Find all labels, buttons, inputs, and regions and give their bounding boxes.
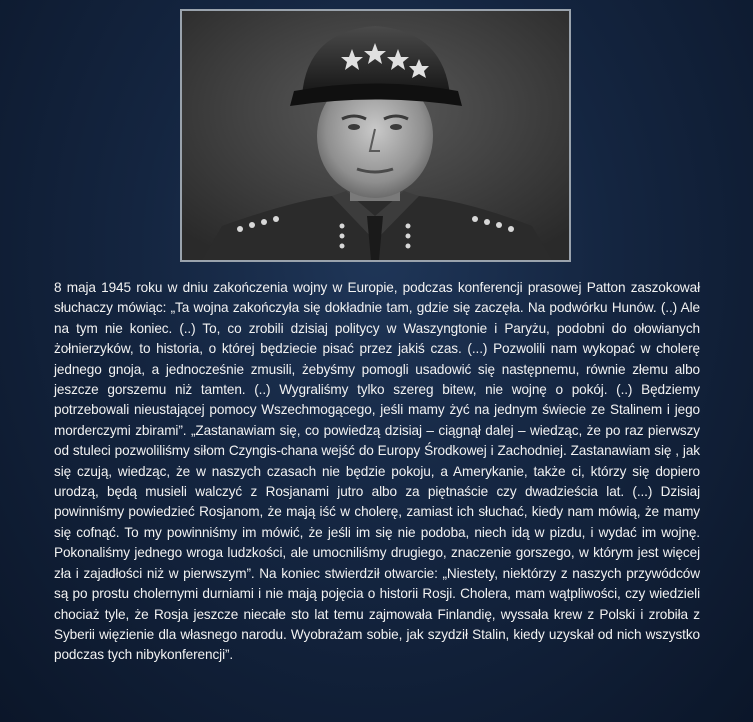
portrait-photo-icon <box>182 11 569 260</box>
quote-text: 8 maja 1945 roku w dniu zakończenia wojny w Europie, podczas konferencji prasowej Patton zaszokował słuchaczy mówiąc: „Ta wojna zakończyła się dokładnie tam, gdzie się zaczęła. Na podwórku Hunów. (..) Ale na tym nie koniec. (..) To, co zrobili dzisiaj politycy w Waszyngtonie i Paryżu, podobni do ołowianych żołnierzyków, to historia, o której będziecie pisać przez jakiś czas. (...) Pozwolili nam wykopać w cholerę jednego gnoja, a jednocześnie zmusili, żebyśmy pomogli usadowić się następnemu, równie złemu albo jeszcze gorszemu niż tamten. (..) Wygraliśmy tylko szereg bitew, nie wojnę o pokój. (..) Będziemy potrzebowali nieustającej pomocy Wszechmogącego, jeśli mamy żyć na jednym świecie ze Stalinem i jego morderczymi zbirami”. „Zastanawiam się, co powiedzą dzisiaj – ciągnął dalej – wiedząc, że po raz pierwszy od stuleci pozwoliliśmy siłom Czyngis-chana wejść do Europy Środkowej i Zachodniej. Zastanawiam się , jak się czują, wiedząc, że w naszych czasach nie będzie pokoju, a Amerykanie, także ci, którzy się dopiero urodzą, będą musieli walczyć z Rosjanami jutro albo za piętnaście czy dwadzieścia lat. (...) Dzisiaj powinniśmy powiedzieć Rosjanom, że mają iść w cholerę, zamiast ich słuchać, kiedy nam mówią, że mamy się cofnąć. To my powinniśmy im mówić, że jeśli im się nie podoba, niech idą w pizdu, i wydać im wojnę. Pokonaliśmy jednego wroga ludzkości, ale umocniliśmy drugiego, znaczenie gorszego, w którym jest więcej zła i zajadłości niż w pierwszym”. Na koniec stwierdził otwarcie: „Niestety, niektórzy z naszych przywódców są po prostu cholernymi durniami i nie mają pojęcia o historii Rosji. Cholera, mam wątpliwości, czy wiedzieli chociaż tyle, że Rosja jeszcze niecałe sto lat temu zajmowała Finlandię, wyssała krew z Polski i zrobiła z Syberii więzienie dla własnego narodu. Wyobrażam sobie, jak szydził Stalin, kiedy uzyskał od nich wszystko podczas tych nibykonferencji”. <box>54 280 700 663</box>
portrait-photo <box>180 9 571 262</box>
